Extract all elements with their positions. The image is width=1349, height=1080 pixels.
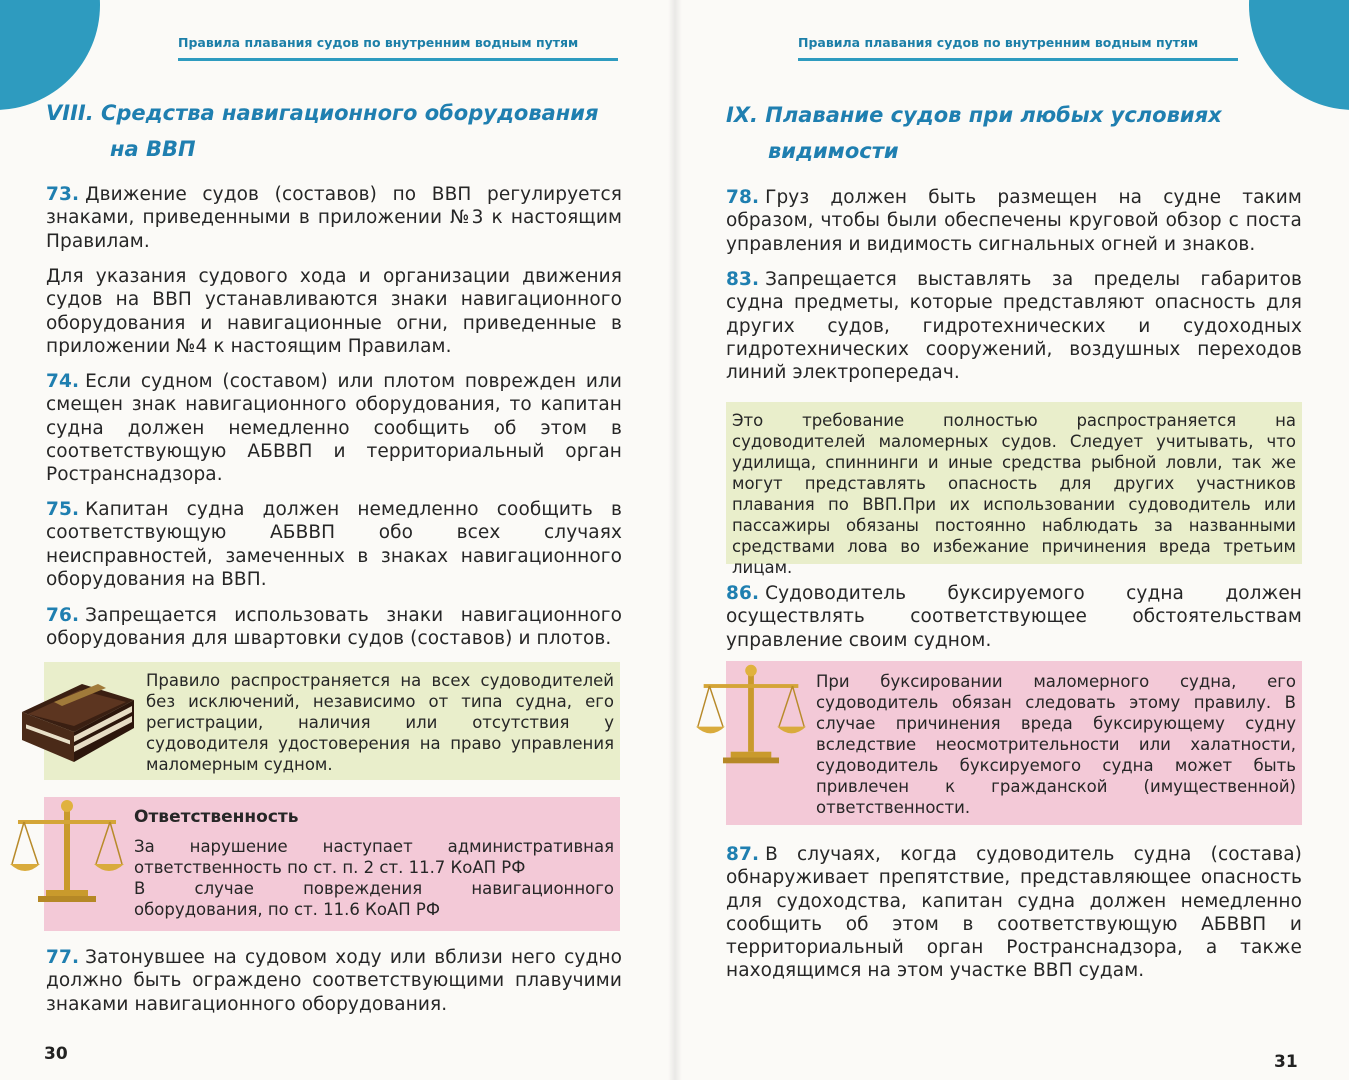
running-head-rule <box>178 58 618 61</box>
responsibility-box <box>44 797 620 931</box>
section-title <box>726 97 1316 169</box>
page-number: 30 <box>44 1044 68 1064</box>
section-title-line-1: VIII. Средства навигационного оборудования <box>46 101 599 125</box>
paragraph-number: 74. <box>46 371 80 392</box>
paragraph-text: Судоводитель буксируемого судна должен осуществлять соответствующее обстоятельствам управление своим судном. <box>726 583 1302 651</box>
paragraph-77 <box>46 946 622 1016</box>
paragraph-number: 86. <box>726 583 760 604</box>
running-head <box>798 35 1238 61</box>
book-icon <box>14 662 136 766</box>
paragraph-text: Капитан судна должен немедленно сообщить в соответствующую АБВВП обо всех случаях неисправностей, замеченных в знаках навигационного оборудования на ВВП. <box>46 499 622 590</box>
paragraph-73 <box>46 183 622 253</box>
running-head-rule <box>798 58 1238 61</box>
running-head <box>178 35 618 61</box>
paragraph-text: Движение судов (составов) по ВВП регулируется знаками, приведенными в приложении №3 к настоящим Правилам. <box>46 184 622 252</box>
paragraph-75 <box>46 498 622 591</box>
responsibility-text-1: За нарушение наступает административная ответственность по ст. п. 2 ст. 11.7 КоАП РФ <box>134 837 614 877</box>
section-title <box>46 95 636 167</box>
book-gutter <box>668 0 682 1080</box>
paragraph-74 <box>46 370 622 486</box>
note-box-pink <box>726 661 1302 825</box>
paragraph-text: Если судном (составом) или плотом поврежден или смещен знак навигационного оборудования, то капитан судна должен немедленно сообщить об этом в соответствующую АБВВП и территориальный орган Ространснадзора. <box>46 371 622 486</box>
paragraph-78 <box>726 186 1302 256</box>
responsibility-title: Ответственность <box>134 807 299 827</box>
right-page <box>674 0 1349 1080</box>
paragraph-73b <box>46 265 622 358</box>
paragraph-number: 77. <box>46 947 80 968</box>
scales-icon <box>8 798 126 906</box>
paragraph-76 <box>46 604 622 651</box>
note-text: Правило распространяется на всех судоводителей без исключений, независимо от типа судна, его регистрации, наличия или отсутствия у судоводителя удостоверения на право управления маломерным судном. <box>146 671 614 774</box>
note-box-green <box>726 402 1302 577</box>
paragraph-83 <box>726 268 1302 384</box>
paragraph-text: Запрещается использовать знаки навигационного оборудования для швартовки судов (составов) и плотов. <box>46 605 622 650</box>
section-title-line-2: видимости <box>768 139 899 163</box>
responsibility-text-2: В случае повреждения навигационного оборудования, по ст. 11.6 КоАП РФ <box>134 879 614 919</box>
scales-icon <box>694 662 808 768</box>
paragraph-text: В случаях, когда судоводитель судна (состава) обнаруживает препятствие, представляющее опасность для судоходства, капитан судна должен немедленно сообщить об этом в соответствующую АБВВП и территориальный орган Ространснадзора, а также находящимся на этом участке ВВП судам. <box>726 844 1302 982</box>
running-head-text: Правила плавания судов по внутренним водным путям <box>178 35 579 50</box>
section-title-line-1: IX. Плавание судов при любых условиях <box>726 103 1222 127</box>
paragraph-number: 87. <box>726 844 760 865</box>
note-text: Это требование полностью распространяется на судоводителей маломерных судов. Следует учитывать, что удилища, спиннинги и иные средства рыбной ловли, так же могут представлять опасность для других участников плавания по ВВП.При их использовании судоводитель или пассажиры обязаны постоянно наблюдать за названными средствами лова во избежание причинения вреда третьим лицам. <box>732 411 1296 577</box>
paragraph-number: 76. <box>46 605 80 626</box>
corner-decoration <box>1249 0 1349 110</box>
paragraph-86 <box>726 582 1302 652</box>
page-number: 31 <box>1274 1052 1298 1072</box>
paragraph-text: Запрещается выставлять за пределы габаритов судна предметы, которые представляют опасность для других судов, гидротехнических и судоходных гидротехнических сооружений, воздушных переходов линий электропередач. <box>726 269 1302 384</box>
paragraph-87 <box>726 843 1302 983</box>
paragraph-number: 75. <box>46 499 80 520</box>
paragraph-number: 78. <box>726 187 760 208</box>
paragraph-number: 83. <box>726 269 760 290</box>
section-title-line-2: на ВВП <box>110 137 196 161</box>
note-text: При буксировании маломерного судна, его судоводитель обязан следовать этому правилу. В случае причинения вреда буксирующему судну вследствие неосмотрительности или халатности, судоводитель буксируемого судна может быть привлечен к гражданской (имущественной) ответственности. <box>816 672 1296 817</box>
running-head-text: Правила плавания судов по внутренним водным путям <box>798 35 1199 50</box>
paragraph-text: Для указания судового хода и организации движения судов на ВВП устанавливаются знаки навигационного оборудования и навигационные огни, приведенные в приложении №4 к настоящим Правилам. <box>46 266 622 357</box>
corner-decoration <box>0 0 100 110</box>
paragraph-text: Груз должен быть размещен на судне таким образом, чтобы были обеспечены круговой обзор с поста управления и видимость сигнальных огней и знаков. <box>726 187 1302 255</box>
paragraph-text: Затонувшее на судовом ходу или вблизи него судно должно быть ограждено соответствующими плавучими знаками навигационного оборудования. <box>46 947 622 1015</box>
left-page <box>0 0 674 1080</box>
paragraph-number: 73. <box>46 184 80 205</box>
